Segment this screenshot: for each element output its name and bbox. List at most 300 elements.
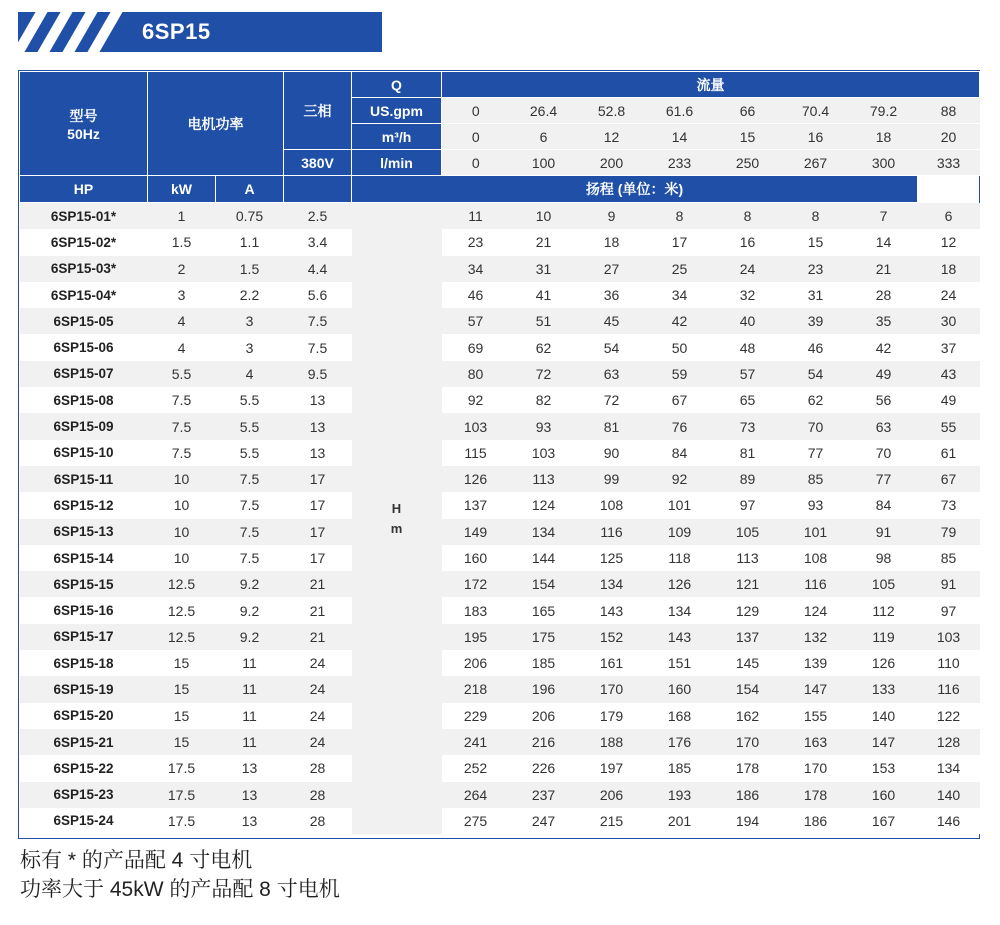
head-value-cell: 237: [510, 782, 578, 808]
section-banner: [18, 12, 382, 52]
hp-cell: 7.5: [148, 387, 216, 413]
head-value-cell: 122: [918, 703, 980, 729]
head-value-cell: 85: [782, 466, 850, 492]
head-value-cell: 134: [646, 597, 714, 623]
head-value-cell: 146: [918, 808, 980, 834]
kw-cell: 11: [216, 703, 284, 729]
head-value-cell: 101: [646, 492, 714, 518]
head-value-cell: 21: [850, 256, 918, 282]
flow-value-cell: 333: [918, 150, 980, 176]
model-cell: 6SP15-15: [20, 571, 148, 597]
hp-cell: 1.5: [148, 229, 216, 255]
hp-cell: 2: [148, 256, 216, 282]
head-value-cell: 21: [510, 229, 578, 255]
table-row: [20, 203, 980, 230]
model-cell: 6SP15-12: [20, 492, 148, 518]
flow-unit-label: l/min: [352, 150, 442, 176]
head-value-cell: 113: [510, 466, 578, 492]
head-value-cell: 112: [850, 597, 918, 623]
hp-cell: 10: [148, 466, 216, 492]
head-value-cell: 229: [442, 703, 510, 729]
kw-header: kW: [148, 176, 216, 203]
table-row: [20, 519, 980, 545]
table-row: [20, 597, 980, 623]
kw-cell: 3: [216, 308, 284, 334]
amp-cell: 28: [284, 808, 352, 834]
head-value-cell: 63: [578, 361, 646, 387]
amp-cell: 24: [284, 676, 352, 702]
amp-cell: 2.5: [284, 203, 352, 230]
head-value-cell: 160: [442, 545, 510, 571]
head-value-cell: 154: [714, 676, 782, 702]
head-value-cell: 92: [442, 387, 510, 413]
head-value-cell: 188: [578, 729, 646, 755]
head-value-cell: 105: [850, 571, 918, 597]
kw-cell: 5.5: [216, 387, 284, 413]
head-value-cell: 170: [714, 729, 782, 755]
flow-value-cell: 26.4: [510, 98, 578, 124]
head-value-cell: 18: [578, 229, 646, 255]
hp-cell: 12.5: [148, 597, 216, 623]
amp-cell: 13: [284, 413, 352, 439]
head-value-cell: 194: [714, 808, 782, 834]
head-value-cell: 193: [646, 782, 714, 808]
head-value-cell: 134: [578, 571, 646, 597]
head-value-cell: 163: [782, 729, 850, 755]
head-value-cell: 175: [510, 624, 578, 650]
kw-cell: 7.5: [216, 519, 284, 545]
head-value-cell: 35: [850, 308, 918, 334]
kw-cell: 7.5: [216, 545, 284, 571]
amp-cell: 24: [284, 729, 352, 755]
table-row: [20, 413, 980, 439]
head-value-cell: 185: [646, 755, 714, 781]
head-value-cell: 151: [646, 650, 714, 676]
head-value-cell: 125: [578, 545, 646, 571]
amp-cell: 4.4: [284, 256, 352, 282]
kw-cell: 13: [216, 808, 284, 834]
hp-cell: 10: [148, 492, 216, 518]
model-cell: 6SP15-24: [20, 808, 148, 834]
head-value-cell: 160: [850, 782, 918, 808]
kw-cell: 7.5: [216, 492, 284, 518]
amp-cell: 17: [284, 466, 352, 492]
head-value-cell: 51: [510, 308, 578, 334]
head-value-cell: 46: [442, 282, 510, 308]
hp-cell: 7.5: [148, 413, 216, 439]
table-row: [20, 308, 980, 334]
head-value-cell: 48: [714, 334, 782, 360]
model-cell: 6SP15-19: [20, 676, 148, 702]
q-header: Q: [352, 72, 442, 98]
phase-header: 三相: [284, 72, 352, 150]
amp-cell: 7.5: [284, 308, 352, 334]
kw-cell: 9.2: [216, 597, 284, 623]
model-cell: 6SP15-18: [20, 650, 148, 676]
model-cell: 6SP15-10: [20, 440, 148, 466]
head-value-cell: 206: [578, 782, 646, 808]
head-value-cell: 28: [850, 282, 918, 308]
head-value-cell: 8: [782, 203, 850, 230]
head-value-cell: 149: [442, 519, 510, 545]
head-value-cell: 25: [646, 256, 714, 282]
head-value-cell: 179: [578, 703, 646, 729]
footnote-line: 功率大于 45kW 的产品配 8 寸电机: [20, 878, 340, 901]
flow-value-cell: 16: [782, 124, 850, 150]
table-row: [20, 387, 980, 413]
head-value-cell: 15: [782, 229, 850, 255]
amp-cell: 17: [284, 519, 352, 545]
kw-cell: 7.5: [216, 466, 284, 492]
head-value-cell: 89: [714, 466, 782, 492]
head-value-cell: 129: [714, 597, 782, 623]
flow-value-cell: 79.2: [850, 98, 918, 124]
head-value-cell: 153: [850, 755, 918, 781]
amp-cell: 5.6: [284, 282, 352, 308]
head-value-cell: 73: [918, 492, 980, 518]
head-value-cell: 65: [714, 387, 782, 413]
model-cell: 6SP15-05: [20, 308, 148, 334]
head-value-cell: 63: [850, 413, 918, 439]
head-value-cell: 57: [442, 308, 510, 334]
table-row: [20, 229, 980, 255]
table-row: [20, 334, 980, 360]
model-cell: 6SP15-22: [20, 755, 148, 781]
head-value-cell: 185: [510, 650, 578, 676]
head-value-cell: 91: [850, 519, 918, 545]
head-value-cell: 7: [850, 203, 918, 230]
amp-cell: 9.5: [284, 361, 352, 387]
amp-header: A: [216, 176, 284, 203]
head-value-cell: 72: [510, 361, 578, 387]
table-row: [20, 571, 980, 597]
head-value-cell: 195: [442, 624, 510, 650]
head-value-cell: 161: [578, 650, 646, 676]
head-value-cell: 49: [850, 361, 918, 387]
head-value-cell: 168: [646, 703, 714, 729]
head-value-cell: 72: [578, 387, 646, 413]
model-cell: 6SP15-11: [20, 466, 148, 492]
hp-cell: 4: [148, 334, 216, 360]
head-value-cell: 14: [850, 229, 918, 255]
head-unit-column: [352, 203, 442, 835]
head-value-cell: 82: [510, 387, 578, 413]
amp-cell: 17: [284, 492, 352, 518]
head-value-cell: 6: [918, 203, 980, 230]
head-value-cell: 36: [578, 282, 646, 308]
flow-value-cell: 0: [442, 98, 510, 124]
amp-cell: 24: [284, 650, 352, 676]
head-value-cell: 90: [578, 440, 646, 466]
head-value-cell: 97: [918, 597, 980, 623]
model-header: [20, 72, 148, 176]
voltage-header: 380V: [284, 150, 352, 176]
head-value-cell: 183: [442, 597, 510, 623]
head-value-cell: 30: [918, 308, 980, 334]
head-value-cell: 50: [646, 334, 714, 360]
model-cell: 6SP15-23: [20, 782, 148, 808]
performance-table: [18, 70, 980, 839]
kw-cell: 11: [216, 729, 284, 755]
table-row: [20, 545, 980, 571]
amp-cell: 24: [284, 703, 352, 729]
flow-value-cell: 20: [918, 124, 980, 150]
head-value-cell: 124: [510, 492, 578, 518]
table-row: [20, 650, 980, 676]
head-value-cell: 10: [510, 203, 578, 230]
table-row: [20, 256, 980, 282]
head-value-cell: 67: [918, 466, 980, 492]
head-value-cell: 170: [578, 676, 646, 702]
head-value-cell: 134: [510, 519, 578, 545]
head-value-cell: 140: [918, 782, 980, 808]
head-value-cell: 201: [646, 808, 714, 834]
head-value-cell: 252: [442, 755, 510, 781]
head-value-cell: 143: [646, 624, 714, 650]
model-cell: 6SP15-03*: [20, 256, 148, 282]
amp-cell: 7.5: [284, 334, 352, 360]
motor-power-header: 电机功率: [148, 72, 284, 176]
kw-cell: 13: [216, 782, 284, 808]
head-value-cell: 160: [646, 676, 714, 702]
hp-cell: 15: [148, 650, 216, 676]
head-value-cell: 12: [918, 229, 980, 255]
head-value-cell: 115: [442, 440, 510, 466]
head-value-cell: 32: [714, 282, 782, 308]
head-value-cell: 31: [782, 282, 850, 308]
table-row: [20, 282, 980, 308]
table-row: [20, 676, 980, 702]
hp-cell: 1: [148, 203, 216, 230]
kw-cell: 9.2: [216, 571, 284, 597]
flow-value-cell: 300: [850, 150, 918, 176]
head-value-cell: 124: [782, 597, 850, 623]
banner-title: 6SP15: [142, 19, 211, 44]
hp-cell: 17.5: [148, 808, 216, 834]
head-value-cell: 54: [578, 334, 646, 360]
head-value-cell: 8: [714, 203, 782, 230]
head-value-cell: 226: [510, 755, 578, 781]
table-row: [20, 703, 980, 729]
head-value-cell: 23: [782, 256, 850, 282]
head-value-cell: 172: [442, 571, 510, 597]
head-value-cell: 37: [918, 334, 980, 360]
kw-cell: 3: [216, 334, 284, 360]
head-value-cell: 147: [782, 676, 850, 702]
performance-table-grid: [19, 71, 980, 834]
head-value-cell: 46: [782, 334, 850, 360]
head-value-cell: 24: [714, 256, 782, 282]
head-value-cell: 170: [782, 755, 850, 781]
head-value-cell: 81: [714, 440, 782, 466]
flow-value-cell: 15: [714, 124, 782, 150]
flow-header: 流量: [442, 72, 980, 98]
head-m-label: m: [390, 520, 403, 536]
head-value-cell: 165: [510, 597, 578, 623]
head-value-cell: 137: [442, 492, 510, 518]
head-value-cell: 11: [442, 203, 510, 230]
head-value-cell: 99: [578, 466, 646, 492]
head-value-cell: 39: [782, 308, 850, 334]
model-label: 型号: [69, 107, 98, 124]
head-value-cell: 197: [578, 755, 646, 781]
flow-value-cell: 100: [510, 150, 578, 176]
model-cell: 6SP15-04*: [20, 282, 148, 308]
head-value-cell: 98: [850, 545, 918, 571]
hp-cell: 15: [148, 729, 216, 755]
head-value-cell: 186: [714, 782, 782, 808]
head-value-cell: 8: [646, 203, 714, 230]
flow-value-cell: 70.4: [782, 98, 850, 124]
head-h-label: H: [391, 500, 402, 516]
flow-value-cell: 6: [510, 124, 578, 150]
head-value-cell: 34: [646, 282, 714, 308]
flow-unit-label: US.gpm: [352, 98, 442, 124]
head-value-cell: 77: [782, 440, 850, 466]
head-value-cell: 54: [782, 361, 850, 387]
flow-value-cell: 267: [782, 150, 850, 176]
head-value-cell: 76: [646, 413, 714, 439]
head-value-cell: 55: [918, 413, 980, 439]
head-value-cell: 103: [918, 624, 980, 650]
head-value-cell: 110: [918, 650, 980, 676]
head-value-cell: 73: [714, 413, 782, 439]
amp-cell: 17: [284, 545, 352, 571]
hp-cell: 15: [148, 703, 216, 729]
head-value-cell: 140: [850, 703, 918, 729]
flow-value-cell: 200: [578, 150, 646, 176]
table-row: [20, 361, 980, 387]
amp-cell: 21: [284, 571, 352, 597]
head-value-cell: 42: [646, 308, 714, 334]
model-cell: 6SP15-02*: [20, 229, 148, 255]
head-value-cell: 216: [510, 729, 578, 755]
head-value-cell: 45: [578, 308, 646, 334]
head-value-cell: 118: [646, 545, 714, 571]
head-value-cell: 116: [578, 519, 646, 545]
model-cell: 6SP15-17: [20, 624, 148, 650]
hp-cell: 3: [148, 282, 216, 308]
model-cell: 6SP15-20: [20, 703, 148, 729]
head-value-cell: 241: [442, 729, 510, 755]
hp-header: HP: [20, 176, 148, 203]
hp-cell: 15: [148, 676, 216, 702]
head-value-cell: 101: [782, 519, 850, 545]
head-value-cell: 134: [918, 755, 980, 781]
head-header: 扬程 (单位：米): [352, 176, 918, 203]
kw-cell: 13: [216, 755, 284, 781]
head-value-cell: 56: [850, 387, 918, 413]
head-value-cell: 105: [714, 519, 782, 545]
head-value-cell: 126: [646, 571, 714, 597]
hp-cell: 17.5: [148, 755, 216, 781]
head-value-cell: 119: [850, 624, 918, 650]
head-value-cell: 34: [442, 256, 510, 282]
head-value-cell: 92: [646, 466, 714, 492]
amp-cell: 21: [284, 624, 352, 650]
head-value-cell: 91: [918, 571, 980, 597]
model-cell: 6SP15-01*: [20, 203, 148, 230]
head-value-cell: 67: [646, 387, 714, 413]
head-value-cell: 49: [918, 387, 980, 413]
head-value-cell: 145: [714, 650, 782, 676]
head-value-cell: 24: [918, 282, 980, 308]
head-value-cell: 178: [782, 782, 850, 808]
table-row: [20, 624, 980, 650]
head-value-cell: 93: [782, 492, 850, 518]
head-value-cell: 16: [714, 229, 782, 255]
kw-cell: 1.5: [216, 256, 284, 282]
model-cell: 6SP15-13: [20, 519, 148, 545]
head-value-cell: 23: [442, 229, 510, 255]
flow-value-cell: 250: [714, 150, 782, 176]
head-value-cell: 132: [782, 624, 850, 650]
amp-cell: 13: [284, 387, 352, 413]
kw-cell: 11: [216, 650, 284, 676]
model-cell: 6SP15-08: [20, 387, 148, 413]
head-value-cell: 18: [918, 256, 980, 282]
head-value-cell: 40: [714, 308, 782, 334]
head-value-cell: 109: [646, 519, 714, 545]
table-row: [20, 808, 980, 834]
hp-cell: 12.5: [148, 571, 216, 597]
flow-unit-label: m³/h: [352, 124, 442, 150]
head-value-cell: 116: [782, 571, 850, 597]
head-header-spacer: [284, 176, 352, 203]
table-row: [20, 440, 980, 466]
hp-cell: 12.5: [148, 624, 216, 650]
head-value-cell: 103: [510, 440, 578, 466]
model-cell: 6SP15-07: [20, 361, 148, 387]
head-value-cell: 97: [714, 492, 782, 518]
head-value-cell: 69: [442, 334, 510, 360]
model-cell: 6SP15-16: [20, 597, 148, 623]
head-value-cell: 167: [850, 808, 918, 834]
kw-cell: 2.2: [216, 282, 284, 308]
table-row: [20, 782, 980, 808]
head-value-cell: 137: [714, 624, 782, 650]
head-value-cell: 77: [850, 466, 918, 492]
head-value-cell: 80: [442, 361, 510, 387]
head-value-cell: 176: [646, 729, 714, 755]
head-value-cell: 116: [918, 676, 980, 702]
head-value-cell: 133: [850, 676, 918, 702]
table-row: [20, 755, 980, 781]
head-value-cell: 264: [442, 782, 510, 808]
table-row: [20, 492, 980, 518]
head-value-cell: 126: [850, 650, 918, 676]
flow-value-cell: 61.6: [646, 98, 714, 124]
head-value-cell: 139: [782, 650, 850, 676]
head-value-cell: 186: [782, 808, 850, 834]
head-value-cell: 93: [510, 413, 578, 439]
head-value-cell: 108: [578, 492, 646, 518]
model-cell: 6SP15-21: [20, 729, 148, 755]
hp-cell: 5.5: [148, 361, 216, 387]
amp-cell: 3.4: [284, 229, 352, 255]
head-value-cell: 79: [918, 519, 980, 545]
head-value-cell: 206: [442, 650, 510, 676]
head-value-cell: 42: [850, 334, 918, 360]
head-value-cell: 178: [714, 755, 782, 781]
head-value-cell: 62: [510, 334, 578, 360]
head-value-cell: 17: [646, 229, 714, 255]
footnote-line: 标有 * 的产品配 4 寸电机: [20, 849, 253, 872]
head-value-cell: 154: [510, 571, 578, 597]
head-value-cell: 126: [442, 466, 510, 492]
head-value-cell: 103: [442, 413, 510, 439]
head-value-cell: 84: [646, 440, 714, 466]
